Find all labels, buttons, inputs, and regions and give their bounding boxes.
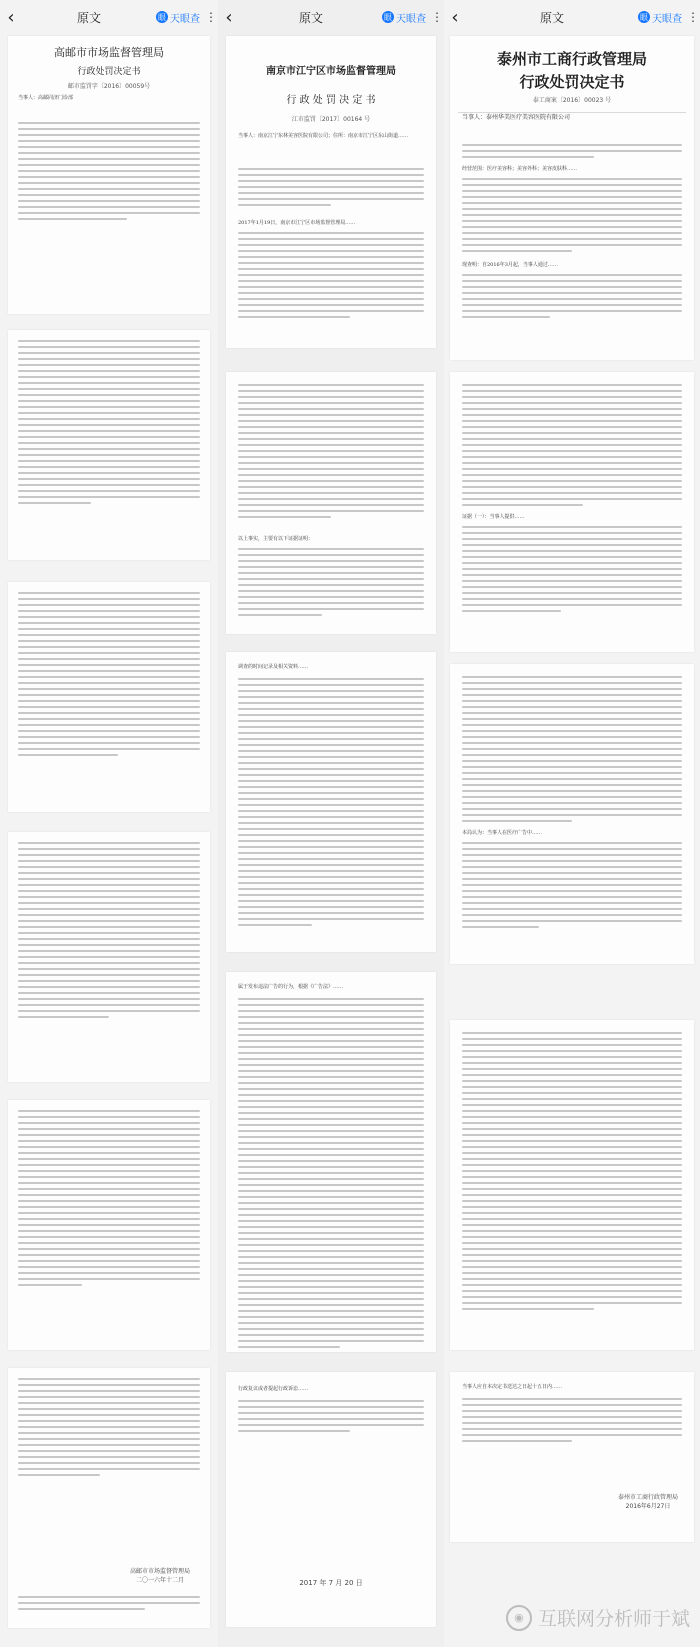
- document-paragraph: 现查明：自2016年3月起，当事人通过……: [462, 262, 558, 268]
- document-page-5: [226, 1372, 436, 1627]
- back-icon[interactable]: ‹: [225, 6, 233, 28]
- document-paragraph: 调查的时间记录及相关资料……: [238, 664, 309, 670]
- screenshot-panel-3: [444, 0, 700, 1647]
- page-title: 原文: [76, 10, 101, 25]
- top-bar: [0, 0, 218, 34]
- document-paragraph: 当事人：南京江宁东林美容医院有限公司；住所：南京市江宁区东山街道……: [238, 133, 409, 139]
- document-paragraph: 经营范围：医疗美容科；美容外科；美容皮肤科……: [462, 166, 578, 172]
- tianyancha-logo-icon: 眼: [384, 12, 392, 22]
- more-options-icon[interactable]: ⋮: [431, 10, 443, 24]
- document-page-4: [226, 972, 436, 1352]
- document-title: 行 政 处 罚 决 定 书: [286, 95, 376, 106]
- document-date: 2017 年 7 月 20 日: [299, 1579, 363, 1587]
- document-agency: 高邮市市场监督管理局: [54, 46, 164, 59]
- document-page-4: [450, 1020, 694, 1350]
- back-icon[interactable]: ‹: [7, 6, 15, 28]
- screenshot-panel-1: [0, 0, 218, 1647]
- watermark: ◉ 互联网分析师于斌: [506, 1604, 690, 1631]
- screenshot-panel-2: [218, 0, 444, 1647]
- document-paragraph: 当事人：高邮同济门诊部: [18, 95, 74, 101]
- document-page-3: [226, 652, 436, 952]
- document-paragraph: 本局认为：当事人在医疗广告中……: [462, 830, 543, 836]
- document-page-2: [450, 372, 694, 652]
- more-options-icon[interactable]: ⋮: [205, 10, 217, 24]
- document-title: 行政处罚决定书: [519, 73, 625, 91]
- tianyancha-logo-icon: 眼: [158, 12, 166, 22]
- tianyancha-brand[interactable]: 眼 天眼查: [158, 12, 200, 25]
- document-page-1: [8, 36, 210, 314]
- tianyancha-brand[interactable]: 眼 天眼查: [640, 12, 682, 25]
- document-page-5: [8, 1100, 210, 1350]
- back-icon[interactable]: ‹: [451, 6, 459, 28]
- document-page-2: [8, 330, 210, 560]
- page-title: 原文: [298, 10, 323, 25]
- document-paragraph: 当事人应自本决定书送达之日起十五日内……: [462, 1384, 563, 1390]
- page-title: 原文: [539, 10, 564, 25]
- document-page-4: [8, 832, 210, 1082]
- document-paragraph: 2017年1月19日，南京市江宁区市场监督管理局……: [238, 220, 356, 226]
- top-bar: [218, 0, 444, 34]
- document-number: 江市监罚〔2017〕00164 号: [291, 116, 371, 123]
- document-signature: 泰州市工商行政管理局 2016年6月27日: [617, 1494, 678, 1510]
- document-agency: 泰州市工商行政管理局: [496, 50, 647, 68]
- document-paragraph: 证据（一）：当事人提供……: [462, 514, 525, 520]
- document-paragraph: 当事人：泰州华美医疗美容医院有限公司: [462, 114, 571, 121]
- document-page-3: [450, 664, 694, 964]
- document-page-1: [226, 36, 436, 348]
- document-page-3: [8, 582, 210, 812]
- document-paragraph: 属于发布违法广告的行为，根据《广告法》……: [238, 984, 344, 990]
- document-signature: 高邮市市场监督管理局 二〇一六年十二月: [129, 1568, 190, 1584]
- weibo-icon: ◉: [506, 1605, 532, 1631]
- tianyancha-brand[interactable]: 眼 天眼查: [384, 12, 426, 25]
- document-paragraph: 行政复议或者提起行政诉讼……: [238, 1386, 309, 1392]
- document-number: 邮市监罚字〔2016〕00059号: [67, 83, 151, 90]
- document-page-5: [450, 1372, 694, 1542]
- document-title: 行政处罚决定书: [77, 67, 141, 77]
- document-page-1: [450, 36, 694, 360]
- document-text-block: [8, 122, 210, 224]
- top-bar: [444, 0, 700, 34]
- document-number: 泰工商案〔2016〕00023 号: [532, 97, 612, 104]
- more-options-icon[interactable]: ⋮: [687, 10, 699, 24]
- document-page-2: [226, 372, 436, 634]
- tianyancha-logo-icon: 眼: [640, 12, 648, 22]
- document-text-block: [226, 168, 436, 210]
- document-paragraph: 以上事实，主要有以下证据证明：: [238, 536, 314, 542]
- document-page-6: [8, 1368, 210, 1628]
- document-agency: 南京市江宁区市场监督管理局: [266, 66, 396, 77]
